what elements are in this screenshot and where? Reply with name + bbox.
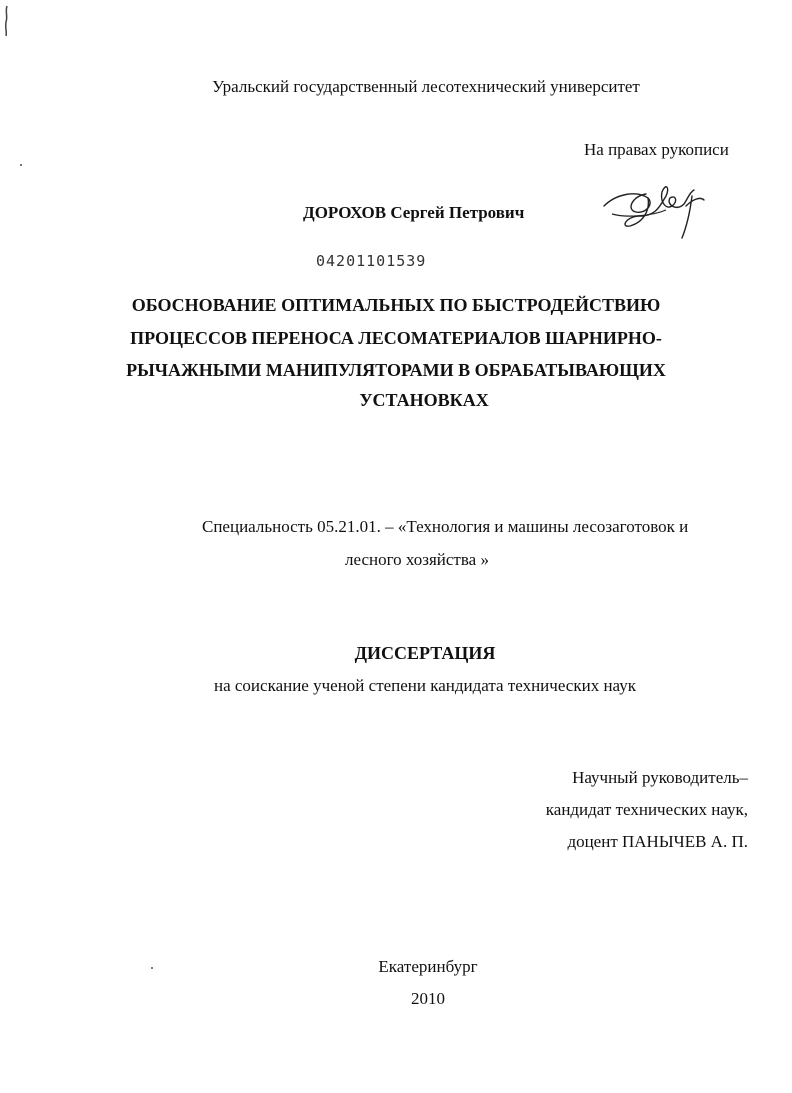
scan-speck [20,164,22,166]
author-name: ДОРОХОВ Сергей Петрович [303,203,525,222]
title-line: ОБОСНОВАНИЕ ОПТИМАЛЬНЫХ ПО БЫСТРОДЕЙСТВИЮ [131,295,661,315]
supervisor-line: доцент ПАНЫЧЕВ А. П. [567,832,748,851]
supervisor-line: Научный руководитель– [572,768,748,787]
title-line: РЫЧАЖНЫМИ МАНИПУЛЯТОРАМИ В ОБРАБАТЫВАЮЩИХ [126,360,666,380]
specialty-line: Специальность 05.21.01. – «Технология и машины лесозаготовок и [202,517,689,536]
year: 2010 [411,989,445,1008]
degree-line: на соискание ученой степени кандидата технических наук [213,676,636,695]
title-line: ПРОЦЕССОВ ПЕРЕНОСА ЛЕСОМАТЕРИАЛОВ ШАРНИРНО- [130,328,662,348]
title-line: УСТАНОВКАХ [359,390,489,410]
document-type: ДИССЕРТАЦИЯ [354,643,496,663]
scan-edge-mark [2,4,10,38]
registration-stamp: 04201101539 [316,252,427,270]
university-name: Уральский государственный лесотехнический университет [212,77,640,96]
city: Екатеринбург [378,957,478,976]
supervisor-line: кандидат технических наук, [545,800,748,819]
specialty-line: лесного хозяйства » [345,550,489,569]
manuscript-note: На правах рукописи [584,140,729,159]
author-signature [596,176,712,246]
